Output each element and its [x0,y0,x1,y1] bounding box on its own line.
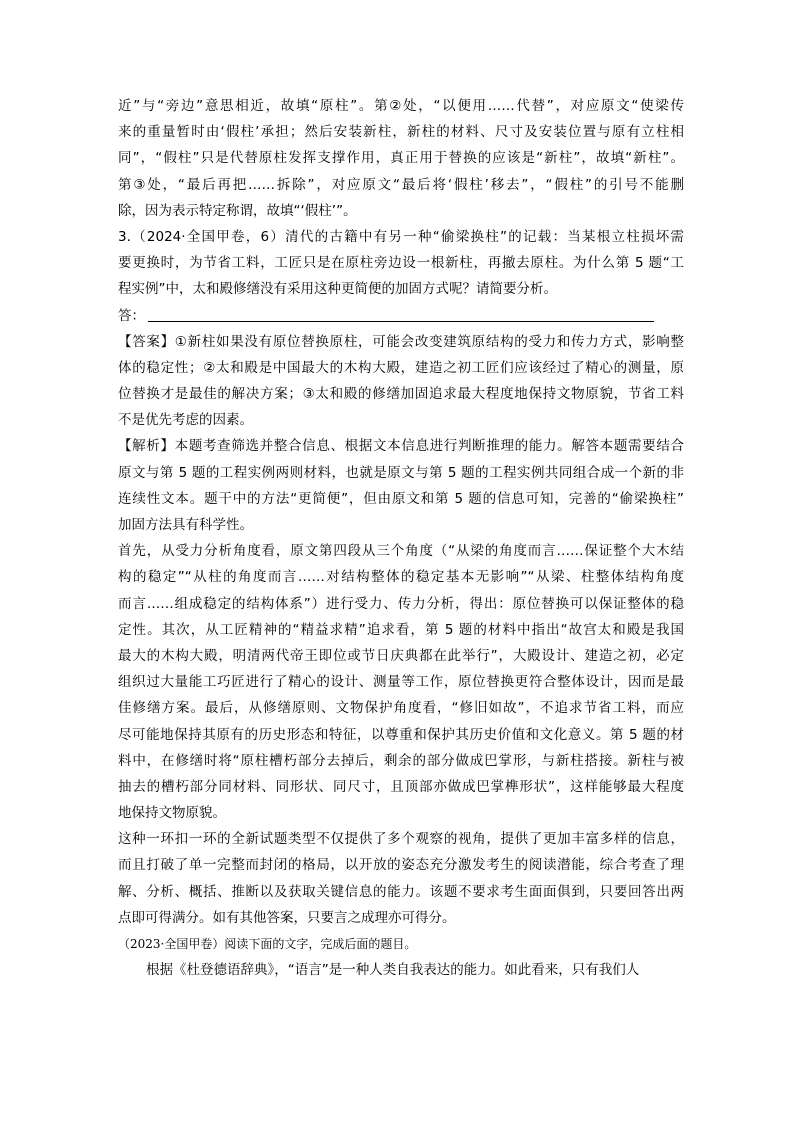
summary-line-2: 而且打破了单一完整而封闭的格局，以开放的姿态充分激发考生的阅读潜能，综合考查了理 [118,857,684,874]
document-page [118,93,684,983]
detail-line-11: 地保持文物原貌。 [118,805,226,822]
question-3-line-3: 程实例”中，太和殿修缮没有采用这种更简便的加固方式呢？请简要分析。 [118,281,557,298]
summary-line-1: 这种一环扣一环的全新试题类型不仅提供了多个观察的视角，提供了更加丰富多样的信息， [118,831,684,848]
detail-line-3: 而言……组成稳定的结构体系”）进行受力、传力分析，得出：原位替换可以保证整体的稳 [118,595,684,612]
summary-line-3: 解、分析、概括、推断以及获取关键信息的能力。该题不要求考生面面俱到，只要回答出两 [118,883,684,900]
detail-line-1: 首先，从受力分析角度看，原文第四段从三个角度（“从梁的角度而言……保证整个大木结 [118,543,684,560]
explanation-line-2: 原文与第 5 题的工程实例两则材料，也就是原文与第 5 题的工程实例共同组合成一个新的非 [118,464,684,481]
explanation-line-1: 【解析】本题考查筛选并整合信息、根据文本信息进行判断推理的能力。解答本题需要结合 [118,438,684,455]
answer-blank-line[interactable] [148,321,654,322]
question-3-line-1: 3.（2024·全国甲卷，6）清代的古籍中有另一种“偷梁换柱”的记载：当某根立柱损坏需 [118,228,684,245]
answer-line-4: 不是优先考虑的因素。 [118,412,253,429]
analysis-line-5: 除，因为表示特定称谓，故填“‘假柱’”。 [118,202,357,219]
explanation-line-3: 连续性文本。题干中的方法“更简便”，但由原文和第 5 题的信息可知，完善的“偷梁换柱” [118,490,684,507]
detail-line-9: 料中，在修缮时将“原柱槽朽部分去掉后，剩余的部分做成巴掌形，与新柱搭接。新柱与被 [118,752,684,769]
detail-line-8: 尽可能地保持其原有的历史形态和特征，以尊重和保护其历史价值和文化意义。第 5 题的材 [118,726,684,743]
explanation-line-4: 加固方法具有科学性。 [118,517,253,533]
analysis-line-3: 同”，“假柱”只是代替原柱发挥支撑作用，真正用于替换的应该是“新柱”，故填“新柱”。 [118,150,684,167]
analysis-line-4: 第③处，“最后再把……拆除”，对应原文“最后将‘假柱’移去”，“假柱”的引号不能删 [118,176,684,193]
detail-line-2: 构的稳定”“从柱的角度而言……对结构整体的稳定基本无影响”“从梁、柱整体结构角度 [118,569,684,586]
answer-line-2: 体的稳定性；②太和殿是中国最大的木构大殿，建造之初工匠们应该经过了精心的测量，原 [118,359,684,376]
passage-first-line: 根据《杜登德语辞典》，“语言”是一种人类自我表达的能力。如此看来，只有我们人 [146,962,640,979]
detail-line-5: 最大的木构大殿，明清两代帝王即位或节日庆典都在此举行”，大殿设计、建造之初，必定 [118,647,684,664]
detail-line-4: 定性。其次，从工匠精神的“精益求精”追求看，第 5 题的材料中指出“故宫太和殿是我国 [118,621,684,638]
question-3-line-2: 要更换时，为节省工料，工匠只是在原柱旁边设一根新柱，再撤去原柱。为什么第 5 题“工 [118,255,684,272]
answer-line-3: 位替换才是最佳的解决方案；③太和殿的修缮加固追求最大程度地保持文物原貌，节省工料 [118,386,684,403]
detail-line-10: 抽去的槽朽部分同材料、同形状、同尺寸，且顶部亦做成巴掌榫形状”，这样能够最大程度 [118,778,684,795]
detail-line-7: 佳修缮方案。最后，从修缮原则、文物保护角度看，“修旧如故”，不追求节省工料，而应 [118,700,684,717]
analysis-line-1: 近”与“旁边”意思相近，故填“原柱”。第②处，“以便用……代替”，对应原文“使梁传 [118,98,684,114]
analysis-line-2: 来的重量暂时由‘假柱’承担；然后安装新柱，新柱的材料、尺寸及安装位置与原有立柱相 [118,124,684,141]
detail-line-6: 组织过大量能工巧匠进行了精心的设计、测量等工作，原位替换更符合整体设计，因而是最 [118,674,684,691]
answer-label: 答： [118,307,145,324]
summary-line-4: 点即可得满分。如有其他答案，只要言之成理亦可得分。 [118,909,456,926]
answer-prompt [118,303,684,329]
answer-line-1: 【答案】①新柱如果没有原位替换原柱，可能会改变建筑原结构的受力和传力方式，影响整 [118,333,684,350]
passage-source: （2023·全国甲卷）阅读下面的文字，完成后面的题目。 [118,937,417,951]
